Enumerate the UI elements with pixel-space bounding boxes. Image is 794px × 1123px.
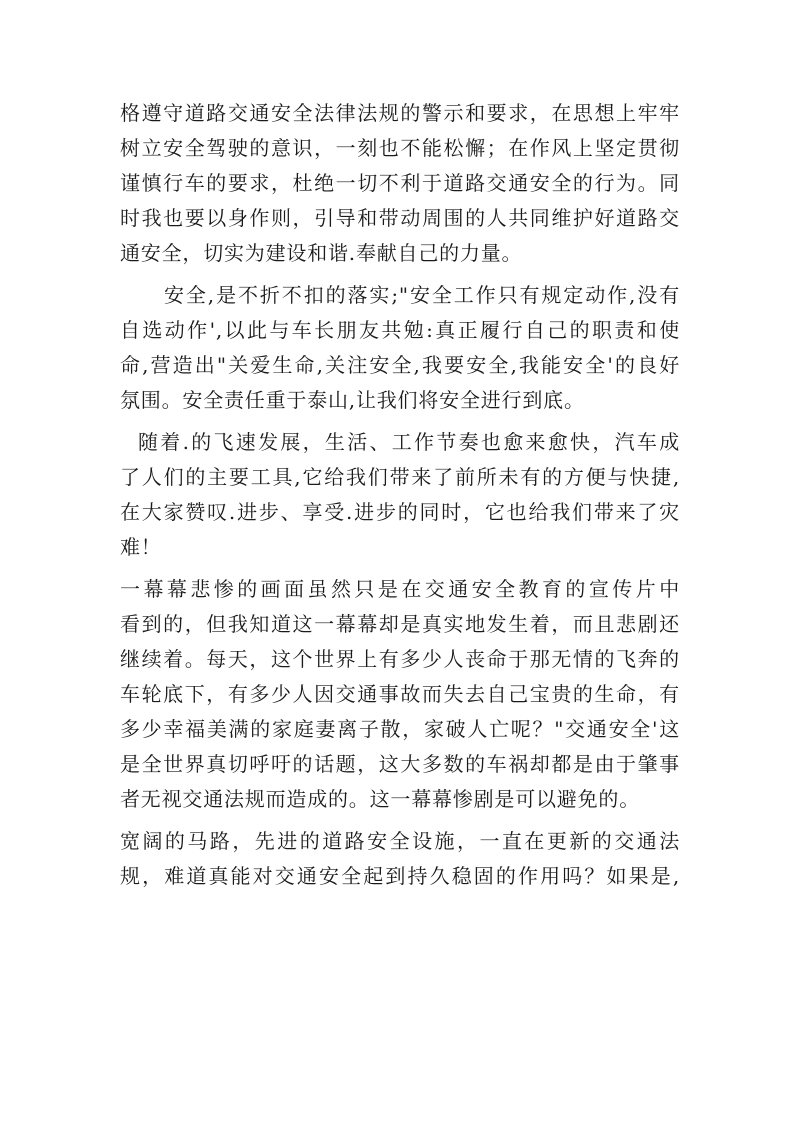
text-line: 时我也要以身作则，引导和带动周围的人共同维护好道路交	[120, 206, 680, 230]
text-line: 命,营造出"关爱生命,关注安全,我要安全,我能安全'的良好	[120, 353, 680, 377]
text-line: 了人们的主要工具,它给我们带来了前所未有的方便与快捷,	[120, 465, 680, 489]
text-line: 谨慎行车的要求，杜绝一切不利于道路交通安全的行为。同	[120, 171, 680, 195]
text-line: 自选动作',以此与车长朋友共勉:真正履行自己的职责和使	[120, 318, 680, 342]
text-line: 宽阔的马路，先进的道路安全设施，一直在更新的交通法	[120, 829, 680, 853]
document-body	[120, 96, 680, 894]
text-line: 看到的，但我知道这一幕幕却是真实地发生着，而且悲剧还	[120, 612, 680, 636]
text-line: 通安全，切实为建设和谐.奉献自己的力量。	[120, 241, 523, 265]
text-line: 规，难道真能对交通安全起到持久稳固的作用吗？如果是,	[120, 864, 680, 888]
text-line: 在大家赞叹.进步、享受.进步的同时，它也给我们带来了灾	[120, 500, 680, 524]
paragraph-5	[120, 824, 680, 894]
text-line: 氛围。安全责任重于泰山,让我们将安全进行到底。	[120, 388, 585, 412]
text-line: 格遵守道路交通安全法律法规的警示和要求，在思想上牢牢	[120, 101, 680, 125]
text-line: 安全,是不折不扣的落实;"安全工作只有规定动作,没有	[164, 283, 680, 307]
text-line: 随着.的飞速发展，生活、工作节奏也愈来愈快，汽车成	[138, 430, 680, 454]
paragraph-3	[120, 425, 680, 565]
paragraph-1	[120, 96, 680, 271]
text-line: 车轮底下，有多少人因交通事故而失去自己宝贵的生命，有	[120, 682, 680, 706]
text-line: 树立安全驾驶的意识，一刻也不能松懈；在作风上坚定贯彻	[120, 136, 680, 160]
text-line: 难！	[120, 535, 162, 559]
text-line: 多少幸福美满的家庭妻离子散，家破人亡呢？"交通安全'这	[120, 717, 680, 741]
paragraph-4	[120, 572, 680, 817]
paragraph-2	[120, 278, 680, 418]
text-line: 一幕幕悲惨的画面虽然只是在交通安全教育的宣传片中	[120, 577, 680, 601]
text-line: 者无视交通法规而造成的。这一幕幕惨剧是可以避免的。	[120, 787, 640, 811]
text-line: 是全世界真切呼吁的话题，这大多数的车祸却都是由于肇事	[120, 752, 680, 776]
text-line: 继续着。每天，这个世界上有多少人丧命于那无情的飞奔的	[120, 647, 680, 671]
